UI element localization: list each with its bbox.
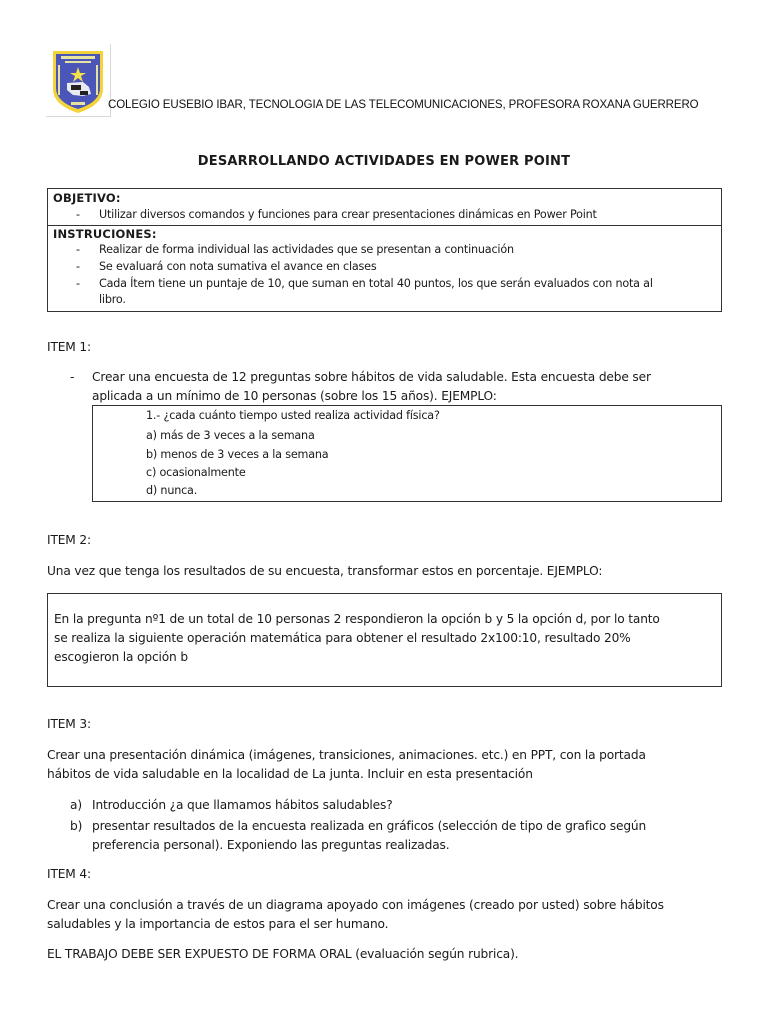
objectives-divider (47, 225, 722, 226)
bullet-dash: - (70, 370, 75, 384)
item3-list-item-continued: preferencia personal). Exponiendo las preguntas realizadas. (92, 838, 450, 852)
school-logo (46, 44, 111, 117)
oral-presentation-note (47, 947, 518, 961)
percentage-example-line: se realiza la siguiente operación matemática para obtener el resultado 2x100:10, resultado 20% (54, 631, 631, 645)
objetivo-label: OBJETIVO: (53, 191, 121, 205)
page-title: DESARROLLANDO ACTIVIDADES EN POWER POINT (197, 154, 571, 169)
survey-option: c) ocasionalmente (146, 466, 246, 479)
item2-text: Una vez que tenga los resultados de su encuesta, transformar estos en porcentaje. EJEMPLO: (47, 564, 603, 578)
item1-text: aplicada a un mínimo de 10 personas (sobre los 15 años). EJEMPLO: (92, 389, 497, 403)
item4-text: saludables y la importancia de estos para el ser humano. (47, 917, 389, 931)
item3-heading: ITEM 3: (47, 717, 91, 731)
instruccion-item: Realizar de forma individual las actividades que se presentan a continuación (99, 243, 514, 256)
objetivo-item: Utilizar diversos comandos y funciones para crear presentaciones dinámicas en Power Point (99, 208, 597, 221)
item1-text: Crear una encuesta de 12 preguntas sobre hábitos de vida saludable. Esta encuesta debe ser (92, 370, 651, 384)
item4-text: Crear una conclusión a través de un diagrama apoyado con imágenes (creado por usted) sobre hábitos (47, 898, 664, 912)
bullet-dash: - (76, 260, 81, 273)
item3-list-item: Introducción ¿a que llamamos hábitos saludables? (92, 798, 393, 812)
item3-text: hábitos de vida saludable en la localidad de La junta. Incluir en esta presentación (47, 767, 533, 781)
instrucciones-label: INSTRUCIONES: (53, 227, 157, 241)
item2-heading: ITEM 2: (47, 533, 91, 547)
item4-heading: ITEM 4: (47, 867, 91, 881)
bullet-dash: - (76, 243, 81, 256)
instruccion-item: Se evaluará con nota sumativa el avance en clases (99, 260, 377, 273)
item3-list-item: presentar resultados de la encuesta realizada en gráficos (selección de tipo de grafico según (92, 819, 647, 833)
school-crest-icon (47, 45, 109, 115)
instruccion-item-continued: libro. (99, 293, 126, 306)
bullet-dash: - (76, 208, 81, 221)
list-marker: b) (70, 819, 83, 833)
percentage-example-line: En la pregunta nº1 de un total de 10 personas 2 respondieron la opción b y 5 la opción d, por lo tanto (54, 612, 660, 626)
survey-option: d) nunca. (146, 484, 198, 497)
instruccion-item: Cada Ítem tiene un puntaje de 10, que suman en total 40 puntos, los que serán evaluados con nota al (99, 277, 653, 290)
percentage-example-line: escogieron la opción b (54, 650, 188, 664)
item3-text: Crear una presentación dinámica (imágenes, transiciones, animaciones. etc.) en PPT, con la portada (47, 748, 646, 762)
list-marker: a) (70, 798, 82, 812)
bullet-dash: - (76, 277, 81, 290)
header-school-info: COLEGIO EUSEBIO IBAR, TECNOLOGIA DE LAS TELECOMUNICACIONES, PROFESORA ROXANA GUERRERO (108, 99, 699, 111)
survey-question: 1.- ¿cada cuánto tiempo usted realiza actividad física? (146, 409, 440, 422)
survey-option: b) menos de 3 veces a la semana (146, 448, 329, 461)
oral-presentation-rest: (evaluación según rubrica). (351, 947, 519, 961)
survey-option: a) más de 3 veces a la semana (146, 429, 315, 442)
item1-heading: ITEM 1: (47, 340, 91, 354)
oral-presentation-caps: EL TRABAJO DEBE SER EXPUESTO DE FORMA ORAL (47, 947, 352, 961)
